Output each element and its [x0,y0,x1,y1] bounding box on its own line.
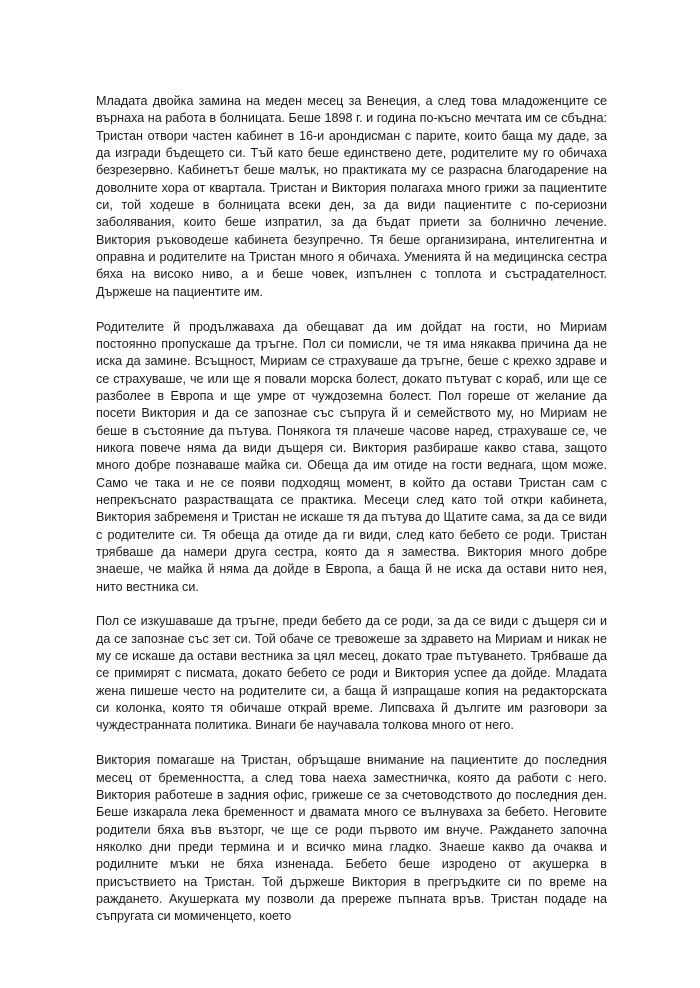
paragraph-2: Родителите й продължаваха да обещават да им дойдат на гости, но Мириам постоянно пропускаше да тръгне. Пол си помисли, че тя има някаква причина да не иска да замине. Всъщност, Мириам се страхуваше да тръгне, беше с крехко здраве и се страхуваше, че или ще я повали морска болест, докато пътуват с кораб, или ще се разболее в Европа и ще умре от чуждоземна болест. Пол гореше от желание да посети Виктория и да се запознае със съпруга й и семейството му, но Мириам не беше в състояние да пътува. Понякога тя плачеше часове наред, страхуваше се, че никога повече няма да види дъщеря си. Виктория разбираше какво става, защото много добре познаваше майка си. Обеща да им отиде на гости веднага, щом може. Само че така и не се появи подходящ момент, в който да остави Тристан сам с непрекъснато разрастващата се практика. Месеци след като той откри кабинета, Виктория забременя и Тристан не искаше тя да пътува до Щатите сама, за да се види с родителите си. Тя обеща да отиде да ги види, след като бебето се роди. Тристан трябваше да намери друга сестра, която да я замества. Виктория много добре знаеше, че майка й няма да дойде в Европа, а баща й не иска да остави нито нея, нито вестника си. [96,319,607,594]
paragraph-1: Младата двойка замина на меден месец за Венеция, а след това младоженците се върнаха на работа в болницата. Беше 1898 г. и година по-късно мечтата им се сбъдна: Тристан отвори частен кабинет в 16-и арондисман с парите, които баща му даде, за да изгради бъдещето си. Тъй като беше единствено дете, родителите му го обичаха безрезервно. Кабинетът беше малък, но практиката му се разрасна благодарение на доволните хора от квартала. Тристан и Виктория полагаха много грижи за пациентите си, той ходеше в болницата всеки ден, за да види пациентите с по-сериозни заболявания, които беше изпратил, за да бъдат приети за болнично лечение. Виктория ръководеше кабинета безупречно. Тя беше организирана, интелигентна и оправна и родителите на Тристан много я обичаха. Уменията й на медицинска сестра бяха на високо ниво, а и беше човек, изпълнен с топлота и състрадателност. Държеше на пациентите им. [96,94,607,299]
paragraph-4: Виктория помагаше на Тристан, обръщаше внимание на пациентите до последния месец от бременността, а след това наеха заместничка, която да работи с него. Виктория работеше в задния офис, грижеше се за счетоводството до последния ден. Беше изкарала лека бременност и двамата много се вълнуваха за бебето. Неговите родители бяха във възторг, че ще се роди първото им внуче. Раждането започна няколко дни преди термина и и всичко мина гладко. Знаеше какво да очаква и родилните мъки не бяха изненада. Бебето беше изродено от акушерка в присъствието на Тристан. Той държеше Виктория в прегръдките си по време на раждането. Акушерката му позволи да прережe пъпната връв. Тристан подаде на съпругата си момиченцето, което [96,753,607,924]
text-column [96,93,607,943]
paragraph-3: Пол се изкушаваше да тръгне, преди бебето да се роди, за да се види с дъщеря си и да се запознае със зет си. Той обаче се тревожеше за здравето на Мириам и никак не му се искаше да остави вестника за цял месец, докато трае пътуването. Трябваше да се примирят с писмата, докато бебето се роди и Виктория успее да дойде. Младата жена пишеше често на родителите си, а баща й изпращаше копия на редакторската си колонка, която тя обичаше открай време. Липсваха й дългите им разговори за чуждестранната политика. Винаги бе научавала толкова много от него. [96,614,607,733]
